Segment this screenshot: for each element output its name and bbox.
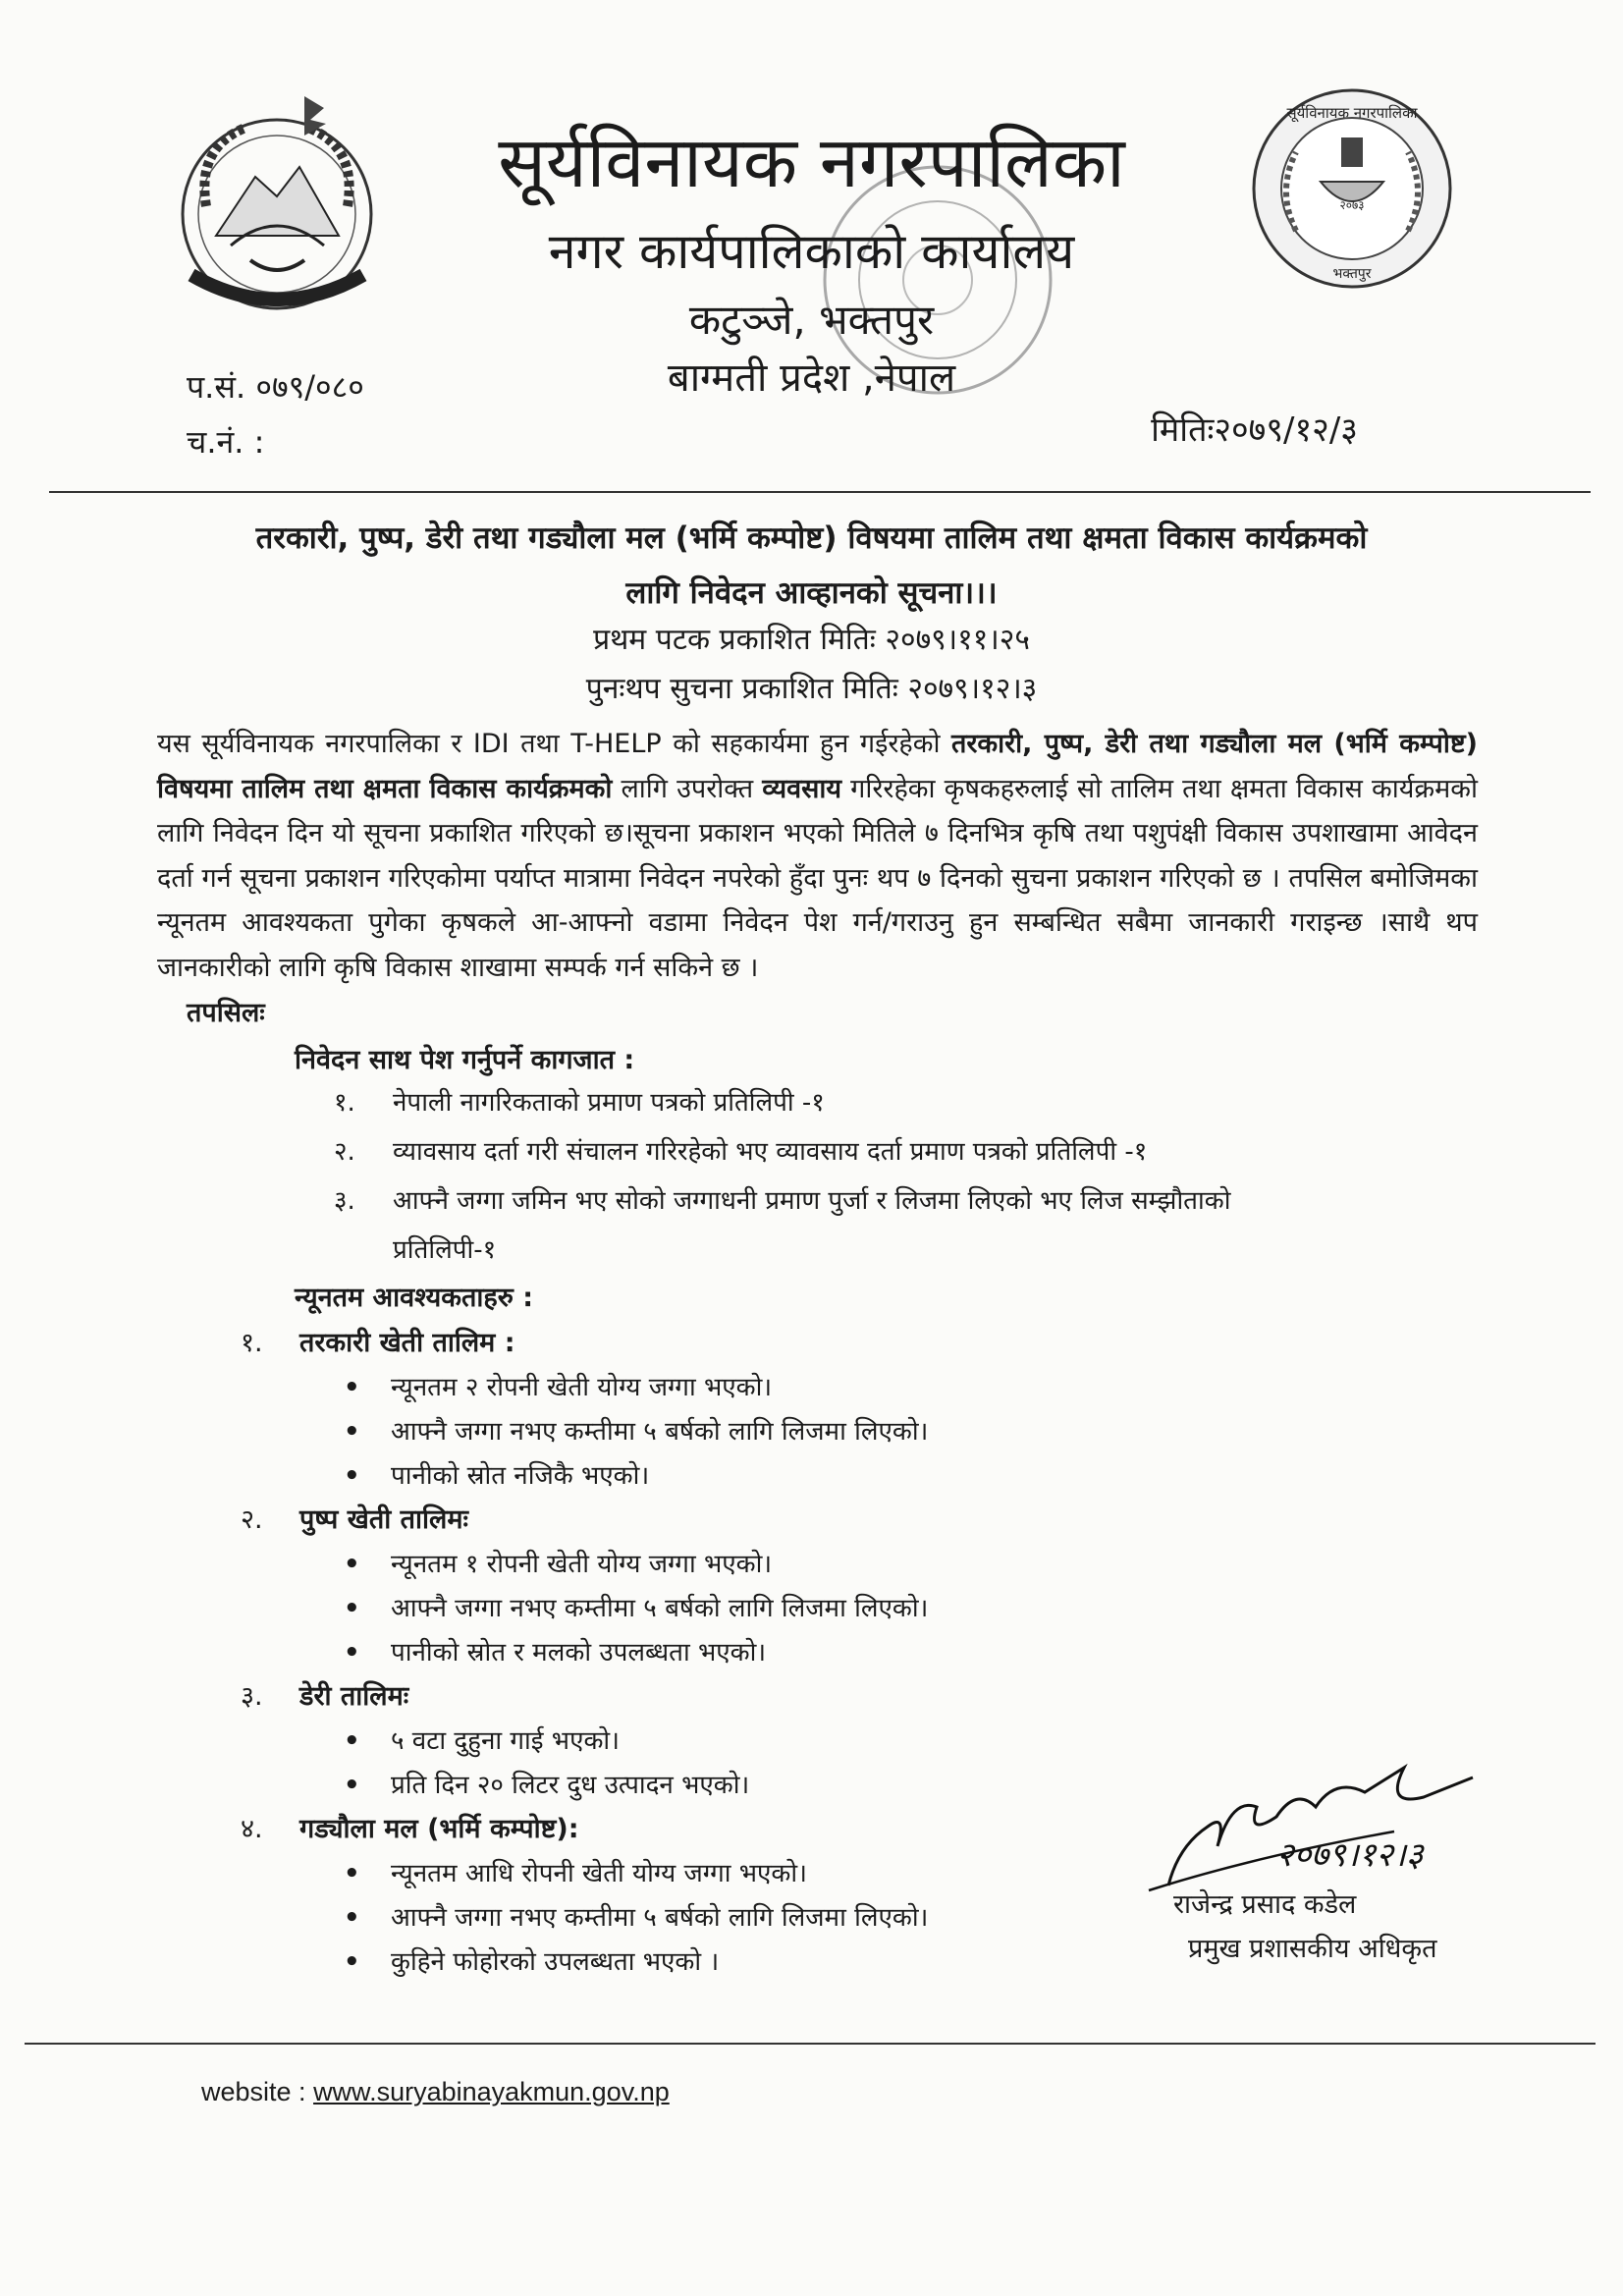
section-number: ४. <box>241 1814 263 1844</box>
list-item: • पानीको स्रोत नजिकै भएको। <box>344 1461 650 1491</box>
list-item: • न्यूनतम १ रोपनी खेती योग्य जग्गा भएको। <box>344 1550 773 1579</box>
notice-body <box>157 722 1478 990</box>
footer <box>201 2072 670 2111</box>
list-item: • प्रति दिन २० लिटर दुध उत्पादन भएको। <box>344 1771 750 1800</box>
list-item: • आफ्नै जग्गा नभए कम्तीमा ५ बर्षको लागि लिजमा लिएको। <box>344 1594 929 1623</box>
province: बाग्मती प्रदेश ,नेपाल <box>667 355 956 401</box>
body-text-1: यस सूर्यविनायक नगरपालिका र IDI तथा T-HELP को सहकार्यमा हुन गईरहेको <box>157 729 951 759</box>
section-heading <box>241 1498 468 1543</box>
website-link[interactable]: www.suryabinayakmun.gov.np <box>313 2077 670 2106</box>
list-item: • ५ वटा दुहुना गाई भएको। <box>344 1726 620 1756</box>
signature-icon <box>1139 1738 1492 1895</box>
requirements-heading: न्यूनतम आवश्यकताहरु : <box>295 1283 534 1313</box>
document-item <box>334 1129 1147 1175</box>
document-item <box>334 1178 1230 1224</box>
emblem-year: २०७३ <box>1339 198 1365 212</box>
list-item: • पानीको स्रोत र मलको उपलब्धता भएको। <box>344 1638 767 1667</box>
notice-title-line2: लागि निवेदन आव्हानको सूचना।।। <box>625 575 998 611</box>
section-number: ३. <box>241 1681 263 1712</box>
body-text-3: गरिरहेका कृषकहरुलाई सो तालिम तथा क्षमता विकास कार्यक्रमको लागि निवेदन दिन यो सूचना प्रकाशित गरिएको छ।सूचना प्रकाशन भएको मितिले ७ दिनभित्र कृषि तथा पशुपंक्षी विकास उपशाखामा आवेदन दर्ता गर्न सूचना प्रकाशन गरिएकोमा पर्याप्त मात्रामा निवेदन नपरेको हुँदा पुनः थप ७ दिनको सुचना प्रकाशन गरिएको छ । तपसिल बमोजिमका न्यूनतम आवश्यकता पुगेका कृषकले आ-आफ्नो वडामा निवेदन पेश गर्न/गराउनु हुन सम्बन्धित सबैमा जानकारी गराइन्छ ।साथै थप जानकारीको लागि कृषि विकास शाखामा सम्पर्क गर्न सकिने छ । <box>157 773 1478 983</box>
body-bold-program: तरकारी, पुष्प, डेरी तथा गड्यौला मल (भर्मि कम्पोष्ट) विषयमा तालिम तथा क्षमता विकास कार्यक्रमको <box>157 729 1478 804</box>
document-item-continuation: प्रतिलिपी-१ <box>393 1235 497 1265</box>
document-text: व्यावसाय दर्ता गरी संचालन गरिरहेको भए व्यावसाय दर्ता प्रमाण पत्रको प्रतिलिपी -१ <box>393 1137 1148 1167</box>
section-title: गड्यौला मल (भर्मि कम्पोष्ट): <box>299 1814 579 1844</box>
republished-date: पुनःथप सुचना प्रकाशित मितिः २०७९।१२।३ <box>585 672 1038 706</box>
office-name: नगर कार्यपालिकाको कार्यालय <box>548 223 1075 280</box>
document-number: ३. <box>334 1186 355 1216</box>
section-title: पुष्प खेती तालिमः <box>299 1504 468 1535</box>
list-item: • आफ्नै जग्गा नभए कम्तीमा ५ बर्षको लागि लिजमा लिएको। <box>344 1903 929 1933</box>
emblem-top-text: सूर्यविनायक नगरपालिका <box>1286 104 1418 122</box>
footer-divider <box>25 2043 1596 2045</box>
header-divider <box>49 491 1591 493</box>
document-number: १. <box>334 1088 355 1118</box>
list-item: • न्यूनतम २ रोपनी खेती योग्य जग्गा भएको। <box>344 1373 773 1402</box>
signature-date: २०७९।१२।३ <box>1276 1835 1424 1875</box>
section-title: डेरी तालिमः <box>299 1681 409 1712</box>
section-heading <box>241 1674 408 1720</box>
website-label: website : <box>201 2077 314 2106</box>
document-item <box>334 1080 825 1125</box>
section-heading <box>241 1807 579 1852</box>
tapasil-label: तपसिलः <box>187 998 265 1028</box>
section-heading <box>241 1321 515 1366</box>
body-bold-business: व्यवसाय <box>762 773 842 804</box>
document-text: नेपाली नागरिकताको प्रमाण पत्रको प्रतिलिपी -१ <box>393 1088 825 1118</box>
letter-date: मितिः२०७९/१२/३ <box>1151 410 1358 450</box>
office-location: कटुञ्जे, भक्तपुर <box>688 296 935 344</box>
documents-heading: निवेदन साथ पेश गर्नुपर्ने कागजात : <box>295 1045 635 1075</box>
notice-title <box>147 511 1476 621</box>
dispatch-number: च.नं. : <box>187 423 265 461</box>
section-number: १. <box>241 1328 263 1358</box>
reference-number: प.सं. ०७९/०८० <box>187 368 364 406</box>
emblem-bottom-text: भक्तपुर <box>1332 266 1372 282</box>
document-text: आफ्नै जग्गा जमिन भए सोको जग्गाधनी प्रमाण पुर्जा र लिजमा लिएको भए लिज सम्झौताको <box>393 1186 1231 1216</box>
section-number: २. <box>241 1504 263 1535</box>
notice-title-line1: तरकारी, पुष्प, डेरी तथा गड्यौला मल (भर्मि कम्पोष्ट) विषयमा तालिम तथा क्षमता विकास कार्यक्रमको <box>255 520 1368 556</box>
signatory-designation: प्रमुख प्रशासकीय अधिकृत <box>1188 1934 1437 1964</box>
body-text-2: लागि उपरोक्त <box>612 773 763 804</box>
list-item: • न्यूनतम आधि रोपनी खेती योग्य जग्गा भएको। <box>344 1859 807 1888</box>
list-item: • कुहिने फोहोरको उपलब्धता भएको । <box>344 1947 720 1977</box>
first-published-date: प्रथम पटक प्रकाशित मितिः २०७९।११।२५ <box>593 623 1030 657</box>
list-item: • आफ्नै जग्गा नभए कम्तीमा ५ बर्षको लागि लिजमा लिएको। <box>344 1417 929 1447</box>
section-title: तरकारी खेती तालिम : <box>299 1328 515 1358</box>
municipality-name: सूर्यविनायक नगरपालिका <box>498 121 1125 203</box>
signatory-name: राजेन्द्र प्रसाद कडेल <box>1173 1889 1357 1920</box>
document-number: २. <box>334 1137 355 1167</box>
